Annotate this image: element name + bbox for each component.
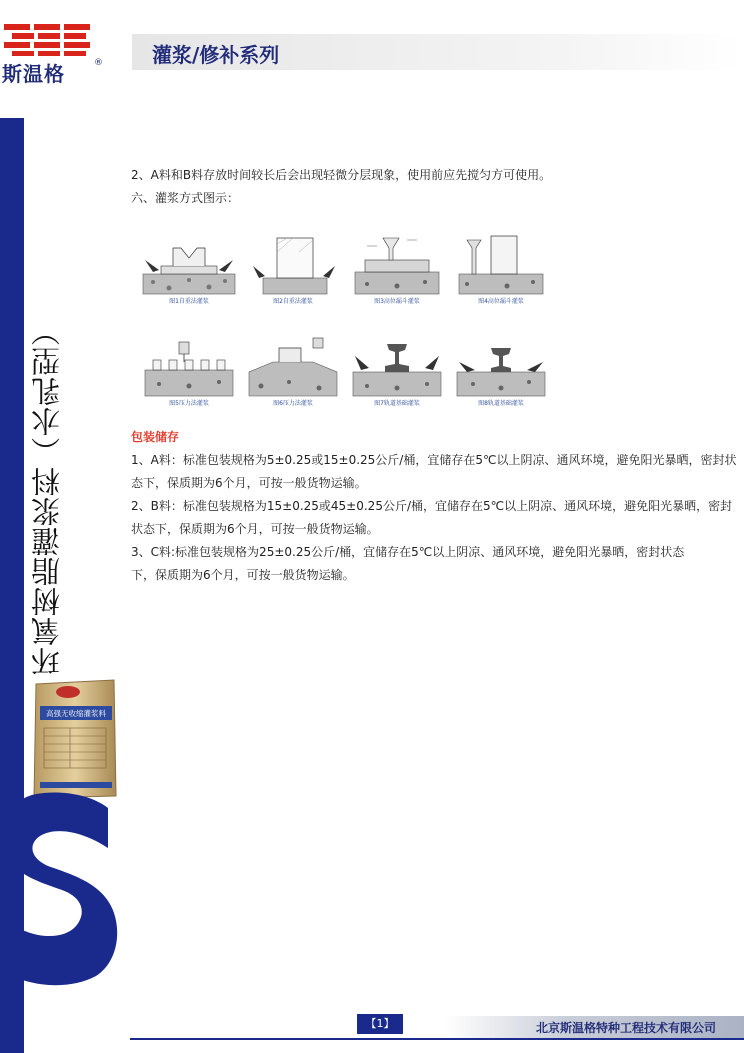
product-bag-image (32, 678, 118, 800)
header-accent (128, 34, 132, 70)
content-section (131, 164, 744, 210)
figure-7 (347, 332, 447, 412)
grout-bag-icon (32, 678, 118, 800)
figure-5 (139, 332, 239, 412)
figure-caption: 图8轨道基础灌浆 (478, 400, 524, 407)
packaging-line: 下，保质期为6个月，可按一般货物运输。 (131, 568, 355, 582)
figure-caption: 图6压力法灌浆 (273, 400, 313, 407)
vertical-title-text: 环氧树脂灌浆料（水乳型） (30, 316, 64, 676)
packaging-line: 1、A料：标准包装规格为5±0.25或15±0.25公斤/桶，宜储存在5℃以上阴凉、通风环境，避免阳光暴晒，密封状 (131, 453, 737, 467)
brick-logo-icon (2, 22, 94, 58)
bag-label-text: 高强无收缩灌浆料 (46, 709, 106, 718)
company-name: 北京斯温格特种工程技术有限公司 (535, 1021, 716, 1035)
figure-8 (451, 332, 551, 412)
figure-4 (451, 230, 551, 310)
brand-logo (0, 22, 112, 86)
packaging-line: 态下，保质期为6个月，可按一般货物运输。 (131, 476, 367, 490)
page-number: 【1】 (357, 1014, 403, 1034)
section-heading: 六、灌浆方式图示： (131, 191, 240, 205)
figure-1 (139, 230, 239, 310)
logo-text: 斯温格 (2, 62, 65, 86)
figure-caption: 图4高位漏斗灌浆 (478, 298, 524, 305)
big-s-decoration (0, 790, 118, 990)
content-line: 2、A料和B料存放时间较长后会出现轻微分层现象，使用前应先搅匀方可使用。 (131, 168, 552, 182)
packaging-line: 状态下，保质期为6个月，可按一般货物运输。 (131, 522, 379, 536)
packaging-section (131, 449, 744, 587)
registered-mark: ® (94, 58, 103, 68)
figure-caption: 图2自重法灌浆 (273, 298, 313, 305)
figure-caption: 图5压力法灌浆 (169, 400, 209, 407)
figure-caption: 图3高位漏斗灌浆 (374, 298, 420, 305)
figure-3 (347, 230, 447, 310)
packaging-line: 3、C料:标准包装规格为25±0.25公斤/桶，宜储存在5℃以上阴凉、通风环境，避免阳光暴晒，密封状态 (131, 545, 685, 559)
page-title: 灌浆/修补系列 (152, 43, 280, 67)
packaging-heading: 包装储存 (131, 430, 180, 444)
figure-6 (243, 332, 343, 412)
figure-caption: 图7轨道基础灌浆 (374, 400, 420, 407)
figure-2 (243, 230, 343, 310)
header-bar (128, 34, 744, 70)
packaging-line: 2、B料：标准包装规格为15±0.25或45±0.25公斤/桶，宜储存在5℃以上阴凉、通风环境，避免阳光暴晒，密封 (131, 499, 733, 513)
letter-s-icon (0, 790, 118, 990)
footer-bar (446, 1016, 744, 1038)
footer-divider (130, 1038, 744, 1040)
grouting-figures (131, 224, 551, 414)
figure-caption: 图1自重法灌浆 (169, 298, 209, 305)
vertical-product-title (26, 296, 78, 676)
